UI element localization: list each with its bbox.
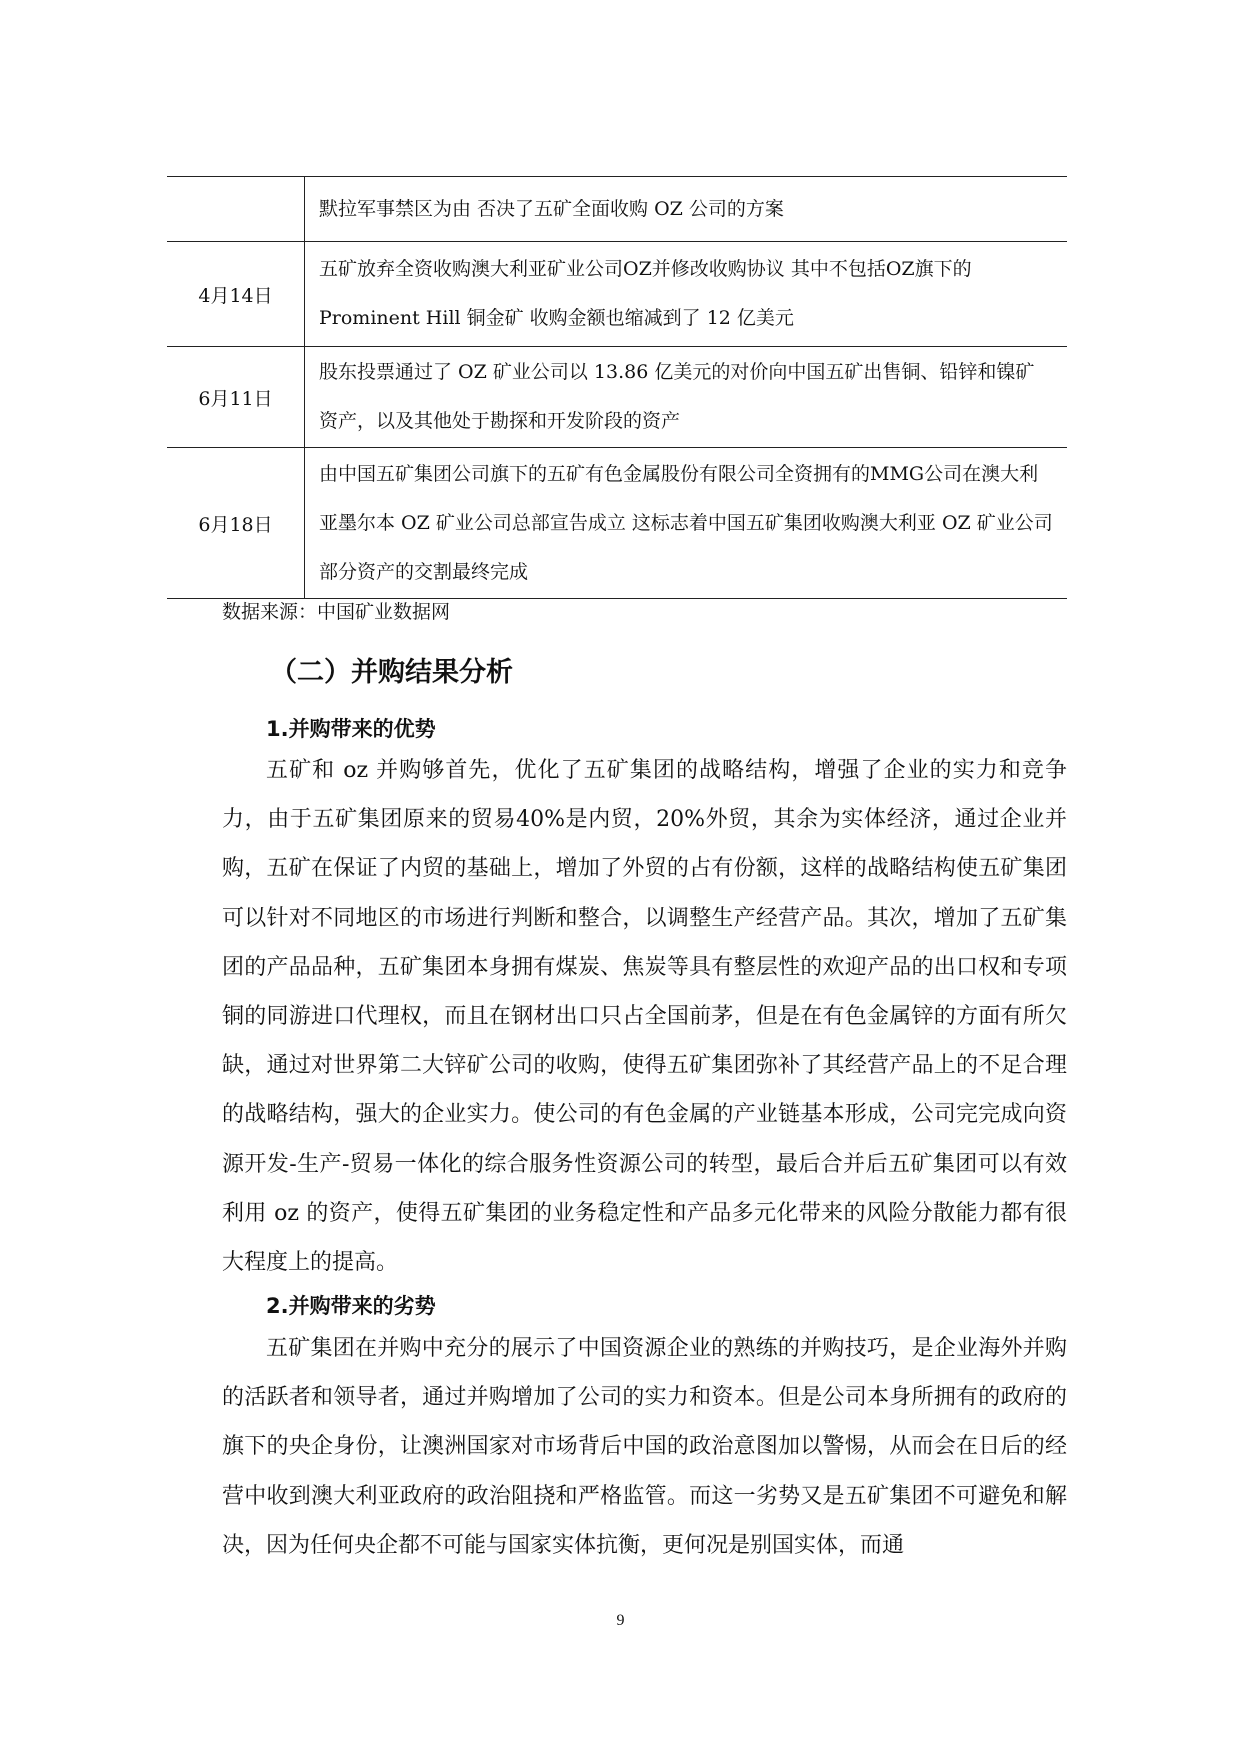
page-number: 9	[616, 1612, 625, 1629]
table-date-cell: 6月18日	[167, 448, 305, 599]
table-source-note: 数据来源：中国矿业数据网	[222, 601, 451, 623]
table-row	[167, 448, 1067, 599]
table-desc-cell: 五矿放弃全资收购澳大利亚矿业公司OZ并修改收购协议 其中不包括OZ旗下的 Prominent Hill 铜金矿 收购金额也缩减到了 12 亿美元	[305, 242, 1068, 347]
paragraph-advantages: 五矿和 oz 并购够首先，优化了五矿集团的战略结构，增强了企业的实力和竞争力，由于五矿集团原来的贸易40%是内贸，20%外贸，其余为实体经济，通过企业并购，五矿在保证了内贸的基础上，增加了外贸的占有份额，这样的战略结构使五矿集团可以针对不同地区的市场进行判断和整合，以调整生产经营产品。其次，增加了五矿集团的产品品种，五矿集团本身拥有煤炭、焦炭等具有整层性的欢迎产品的出口权和专项铜的同游进口代理权，而且在钢材出口只占全国前茅，但是在有色金属锌的方面有所欠缺，通过对世界第二大锌矿公司的收购，使得五矿集团弥补了其经营产品上的不足合理的战略结构，强大的企业实力。使公司的有色金属的产业链基本形成，公司完完成向资源开发-生产-贸易一体化的综合服务性资源公司的转型，最后合并后五矿集团可以有效利用 oz 的资产，使得五矿集团的业务稳定性和产品多元化带来的风险分散能力都有很大程度上的提高。	[222, 758, 1067, 1276]
table-row	[167, 177, 1067, 242]
table-row	[167, 242, 1067, 347]
table-date-cell	[167, 177, 305, 242]
table-desc-cell: 默拉军事禁区为由 否决了五矿全面收购 OZ 公司的方案	[305, 177, 1068, 242]
table-desc-cell: 由中国五矿集团公司旗下的五矿有色金属股份有限公司全资拥有的MMG公司在澳大利亚墨尔本 OZ 矿业公司总部宣告成立 这标志着中国五矿集团收购澳大利亚 OZ 矿业公司部分资产的交割最终完成	[305, 448, 1068, 599]
subsection-heading-advantages: 1.并购带来的优势	[266, 717, 436, 741]
events-table	[167, 176, 1067, 599]
subsection-heading-disadvantages: 2.并购带来的劣势	[266, 1294, 436, 1318]
paragraph-disadvantages: 五矿集团在并购中充分的展示了中国资源企业的熟练的并购技巧，是企业海外并购的活跃者和领导者，通过并购增加了公司的实力和资本。但是公司本身所拥有的政府的旗下的央企身份，让澳洲国家对市场背后中国的政治意图加以警惕，从而会在日后的经营中收到澳大利亚政府的政治阻挠和严格监管。而这一劣势又是五矿集团不可避免和解决，因为任何央企都不可能与国家实体抗衡，更何况是别国实体，而通	[222, 1336, 1067, 1558]
table-date-cell: 6月11日	[167, 347, 305, 448]
section-title: （二）并购结果分析	[270, 657, 513, 688]
table-row	[167, 347, 1067, 448]
table-desc-cell: 股东投票通过了 OZ 矿业公司以 13.86 亿美元的对价向中国五矿出售铜、铅锌和镍矿资产，以及其他处于勘探和开发阶段的资产	[305, 347, 1068, 448]
table-date-cell: 4月14日	[167, 242, 305, 347]
events-table-container	[167, 176, 1067, 599]
